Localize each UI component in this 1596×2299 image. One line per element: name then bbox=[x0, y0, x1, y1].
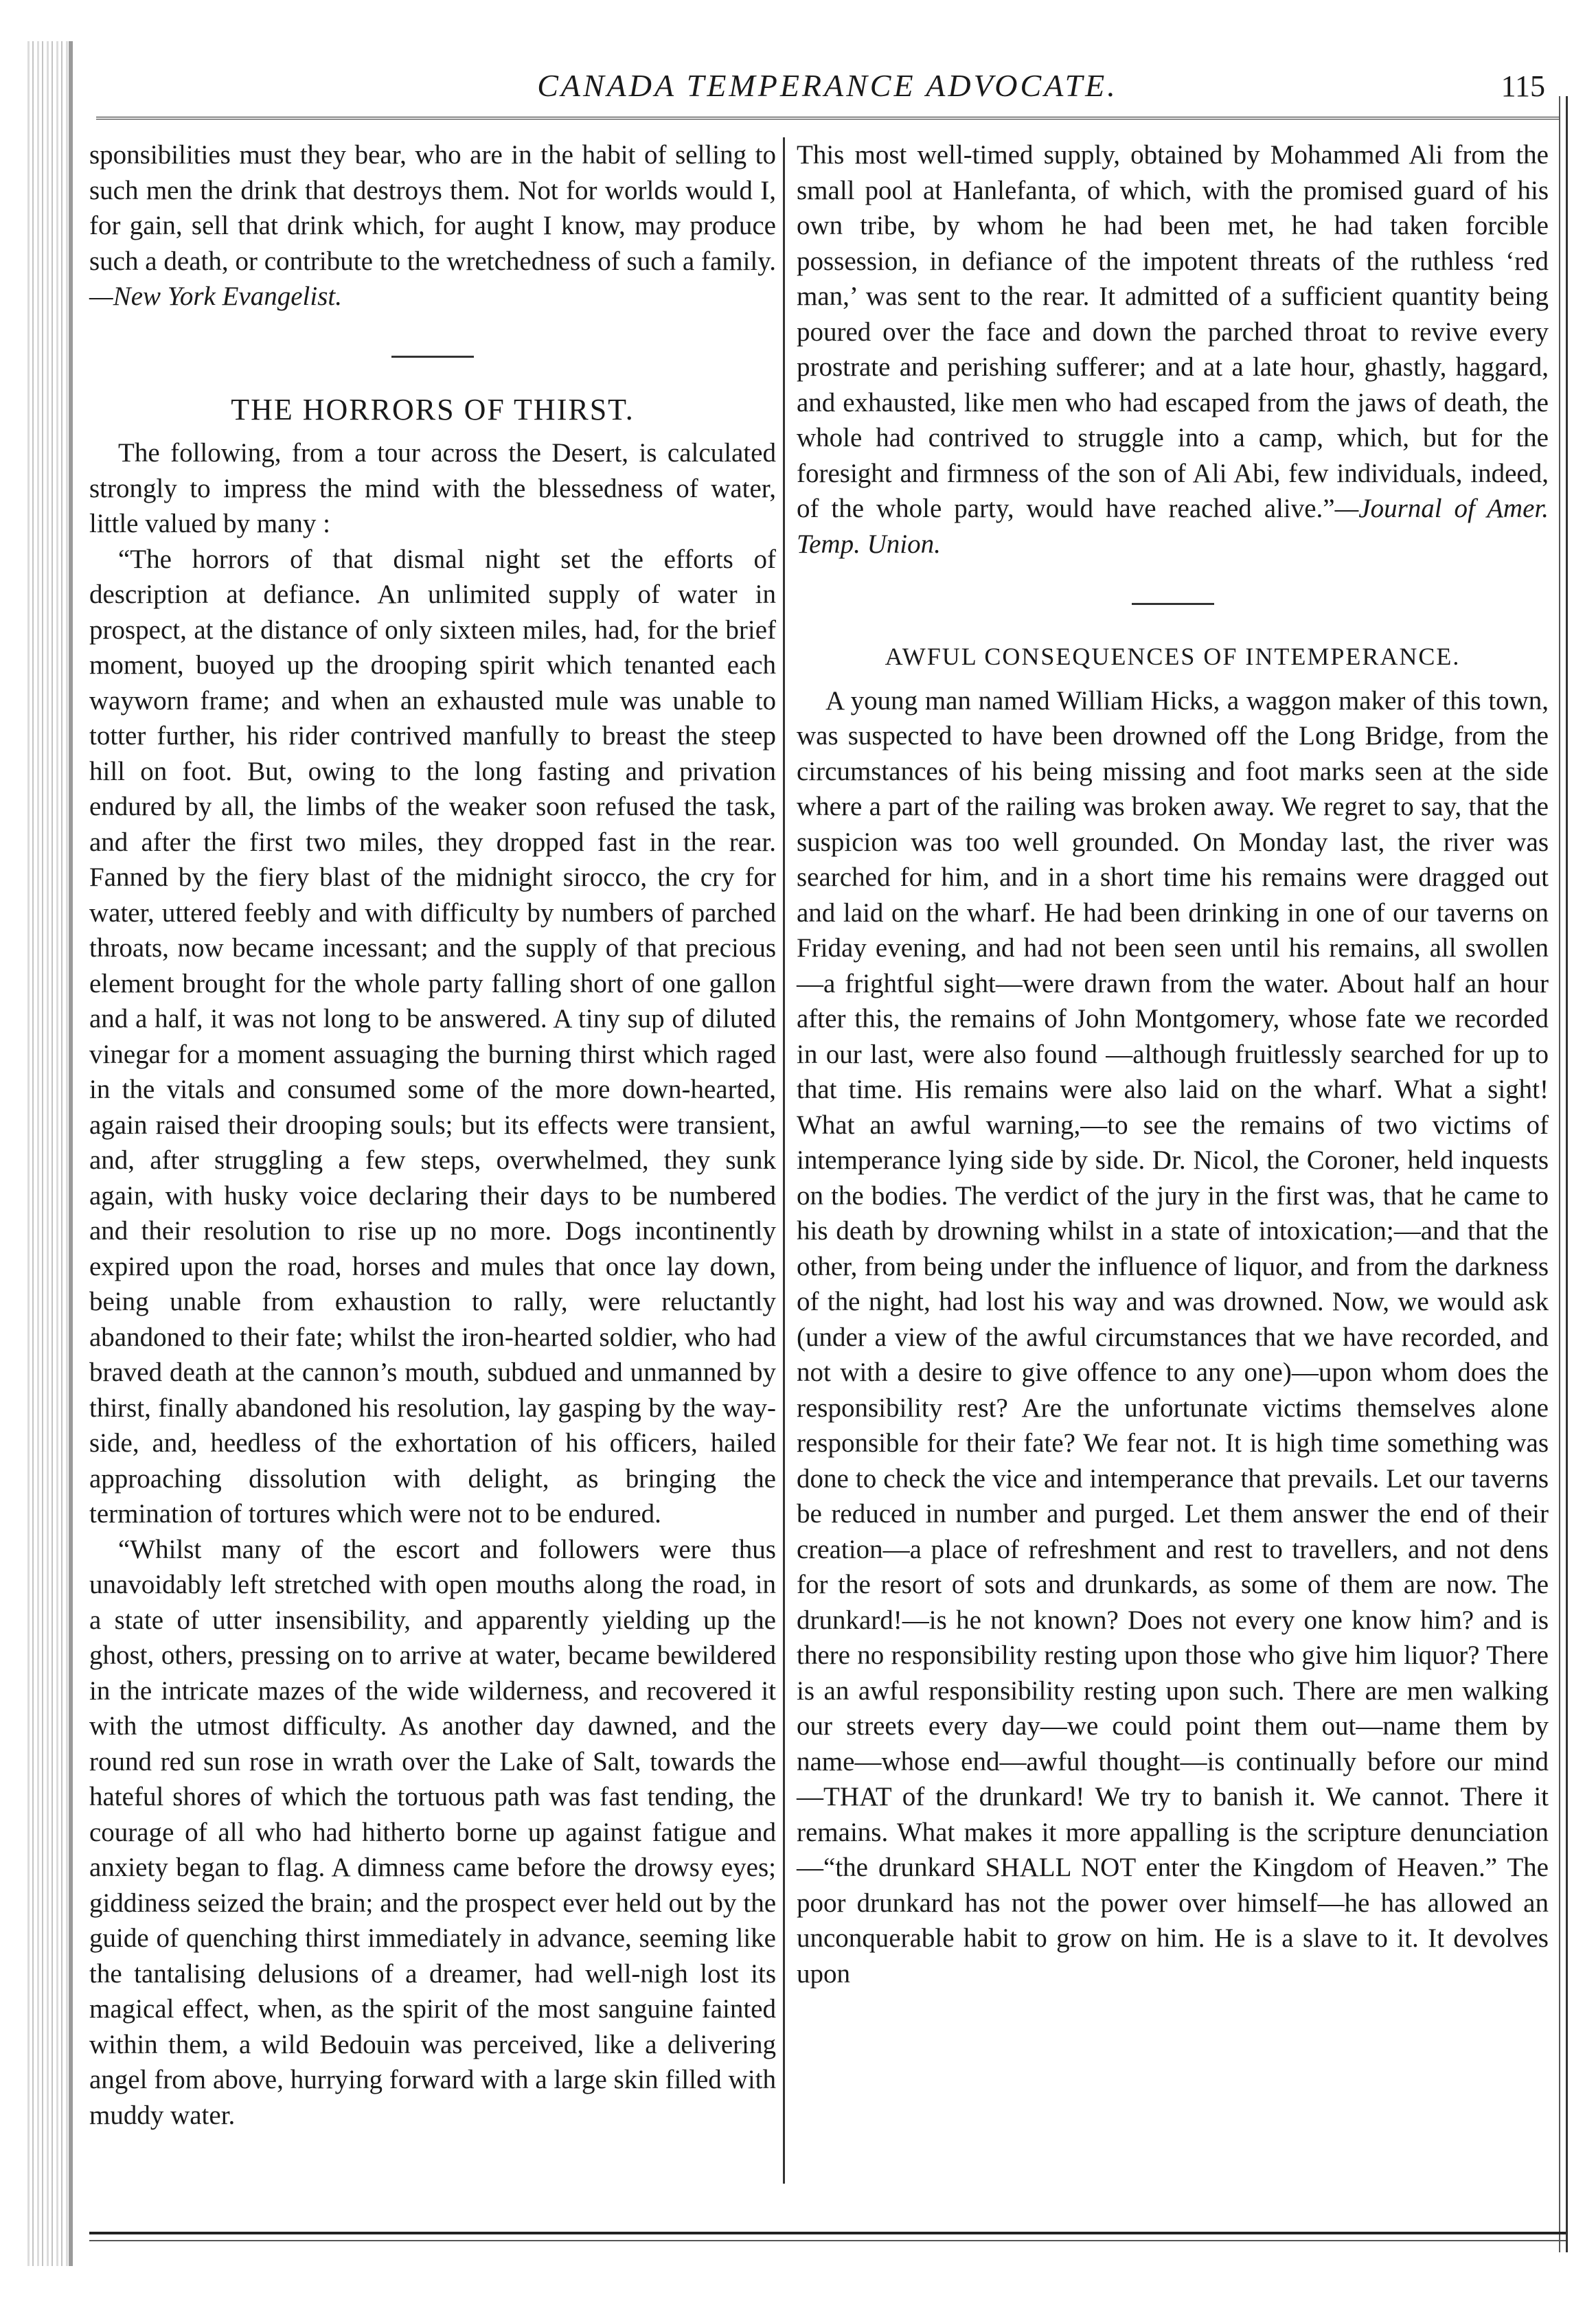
binding-edge bbox=[69, 41, 73, 2266]
article-paragraph: “Whilst many of the escort and followers were thus unavoidably left stretched with open mouths along the road, in a state of utter insensibility, and apparently yielding up the ghost, others, pressing on to arrive at water, became bewildered in the intricate mazes of the wide wilderness, and recovered it with the utmost difficulty. As another day dawned, and the round red sun rose in wrath over the Lake of Salt, towards the hateful shores of which the tortuous path was fast tending, the courage of all who had hitherto borne up against fatigue and anxiety began to flag. A dimness came before the drowsy eyes; giddiness seized the brain; and the prospect ever held out by the guide of quenching thirst immediately in advance, seeming like the tantalising delusions of a dreamer, had well-nigh lost its magical effect, when, as the spirit of the most sanguine fainted within them, a wild Bedouin was perceived, like a delivering angel from above, hurrying forward with a large skin filled with muddy water. bbox=[89, 1534, 776, 2130]
bottom-rule bbox=[89, 2232, 1566, 2234]
left-column bbox=[89, 137, 776, 2133]
article-separator bbox=[1132, 603, 1214, 605]
continued-article-source: —New York Evangelist. bbox=[89, 282, 342, 311]
article-heading-thirst: THE HORRORS OF THIRST. bbox=[231, 392, 635, 426]
column-divider bbox=[783, 137, 785, 2184]
continued-article-text bbox=[89, 137, 776, 314]
right-column bbox=[797, 137, 1549, 1991]
article-paragraph: “The horrors of that dismal night set the efforts of description at defiance. An unlimited supply of water in prospect, at the distance of only sixteen miles, had, for the brief moment, buoyed up the drooping spirit which tenanted each wayworn frame; and when an exhausted mule was unable to totter further, his rider contrived manfully to breast the steep hill on foot. But, owing to the long fasting and privation endured by all, the limbs of the weaker soon refused the task, and after the first two miles, they dropped fast in the rear. Fanned by the fiery blast of the midnight sirocco, the cry for water, uttered feebly and with difficulty by numbers of parched throats, now became incessant; and the supply of that precious element brought for the whole party falling short of one gallon and a half, it was not long to be answered. A tiny sup of diluted vinegar for a moment assuaging the burning thirst which raged in the vitals and consumed some of the more down-hearted, again raised their drooping souls; but its effects were transient, and, after struggling a few steps, overwhelmed, they sunk again, with husky voice declaring their days to be numbered and their resolution to rise up no more. Dogs incontinently expired upon the road, horses and mules that once lay down, being unable from exhaustion to rally, were reluctantly abandoned to their fate; whilst the iron-hearted soldier, who had braved death at the cannon’s mouth, subdued and unmanned by thirst, finally abandoned his resolution, lay gasping by the way-side, and, heedless of the exhortation of his officers, hailed approaching dissolution with delight, as bringing the termination of tortures which were not to be endured. bbox=[89, 544, 776, 1529]
article-intro: The following, from a tour across the Desert, is calculated strongly to impress the mind with the blessedness of water, little valued by many : bbox=[89, 438, 776, 538]
continued-article-body: sponsibilities must they bear, who are in the habit of selling to such men the drink that destroys them. Not for worlds would I, for gain, sell that drink which, for aught I know, may produce such a death, or contribute to the wretchedness of such a family. bbox=[89, 140, 776, 276]
publication-title: CANADA TEMPERANCE ADVOCATE. bbox=[537, 68, 1118, 103]
right-border-outer bbox=[1566, 96, 1568, 2252]
article-heading-intemperance: AWFUL CONSEQUENCES OF INTEMPERANCE. bbox=[885, 643, 1461, 670]
article-paragraph: A young man named William Hicks, a waggon maker of this town, was suspected to have been drowned off the Long Bridge, from the circumstances of his being missing and foot marks seen at the side where a part of the railing was broken away. We regret to say, that the suspicion was too well grounded. On Monday last, the river was searched for him, and in a short time his remains were dragged out and laid on the wharf. He had been drinking in one of our taverns on Friday evening, and had not been seen until his remains, all swollen—a frightful sight—were drawn from the water. About half an hour after this, the remains of John Montgomery, whose fate we recorded in our last, were also found —although fruitlessly searched for up to that time. His remains were also laid on the wharf. What a sight! What an awful warning,—to see the remains of two victims of intemperance lying side by side. Dr. Nicol, the Coroner, held inquests on the bodies. The verdict of the jury in the first was, that he came to his death by drowning whilst in a state of intoxication;—and that the other, from being under the influence of liquor, and from the darkness of the night, had lost his way and was drowned. Now, we would ask (under a view of the awful circumstances that we have recorded, and not with a desire to give offence to any one)—upon whom does the responsibility rest? Are the unfortunate victims themselves alone responsible for their fate? We fear not. It is high time something was done to check the vice and intemperance that prevails. Let our taverns be reduced in number and purged. Let them answer the end of their creation—a place of refreshment and rest to travellers, and not dens for the resort of sots and drunkards, as some of them are now. The drunkard!—is he not known? Does not every one know him? and is there no responsibility resting upon those who give him liquor? There is an awful responsibility resting upon such. There are men walking our streets every day—we could point them out—name them by name—whose end—awful thought—is continually before our mind—THAT of the drunkard! We try to banish it. We cannot. There it remains. What makes it more appalling is the scripture denunciation—“the drunkard SHALL NOT enter the Kingdom of Heaven.” The poor drunkard has not the power over himself—he has allowed an unconquerable habit to grow on him. He is a slave to it. It devolves upon bbox=[797, 685, 1549, 1989]
continued-quote-text bbox=[797, 137, 1549, 562]
continued-quote-body: This most well-timed supply, obtained by Mohammed Ali from the small pool at Hanlefanta, of which, with the promised guard of his own tribe, by whom he had been met, he had taken forcible possession, in defiance of the impotent threats of the ruthless ‘red man,’ was sent to the rear. It admitted of a sufficient quantity being poured over the face and down the parched throat to revive every prostrate and perishing sufferer; and at a late hour, ghastly, haggard, and exhausted, like men who had escaped from the jaws of death, the whole had contrived to struggle into a camp, which, but for the foresight and firmness of the son of Ali Abi, few individuals, indeed, of the whole party, would have reached alive.” bbox=[797, 140, 1549, 523]
continued-quote-source: —Journal of Amer. Temp. Union. bbox=[797, 494, 1549, 559]
right-border-inner bbox=[1559, 96, 1560, 2252]
page-header bbox=[96, 62, 1559, 119]
article-separator bbox=[391, 356, 474, 358]
page-number: 115 bbox=[1501, 69, 1545, 103]
bottom-rule-thin bbox=[89, 2240, 1566, 2241]
